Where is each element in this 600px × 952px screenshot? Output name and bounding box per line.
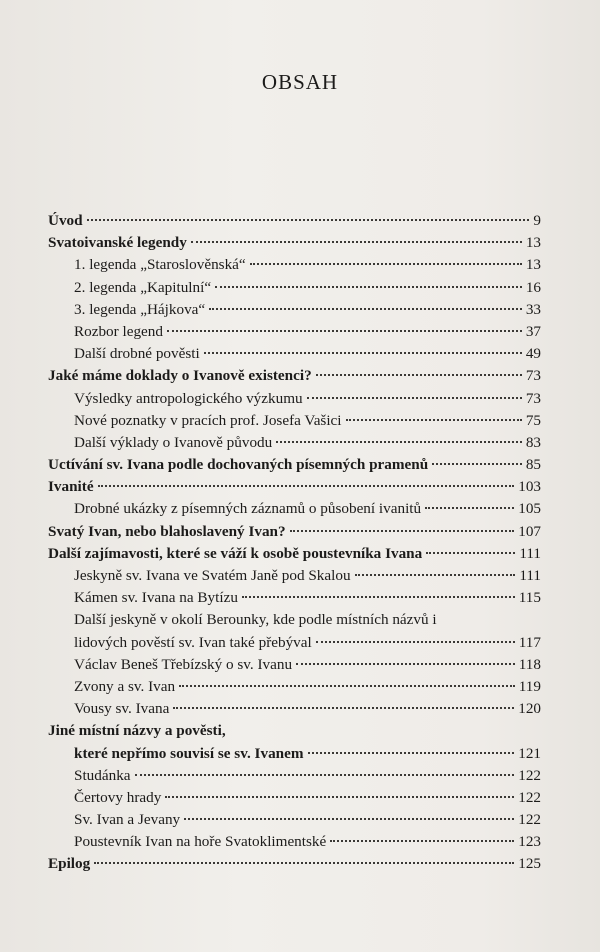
toc-entry[interactable] [48, 521, 541, 543]
toc-entry-label: Ivanité [48, 478, 94, 496]
leader-dots [242, 595, 515, 598]
toc-page-number: 111 [519, 567, 541, 584]
leader-dots [290, 529, 515, 532]
toc-entry-label: Jaké máme doklady o Ivanově existenci? [48, 367, 312, 385]
toc-page-number: 123 [518, 833, 541, 851]
leader-dots [330, 839, 514, 842]
toc-entry[interactable] [48, 809, 541, 831]
toc-entry-label: Další výklady o Ivanově původu [74, 433, 273, 451]
toc-entry[interactable] [48, 454, 541, 476]
toc-page-number: 119 [518, 677, 541, 695]
leader-dots [165, 795, 514, 798]
leader-dots [316, 640, 515, 643]
toc-entry[interactable] [48, 432, 541, 454]
toc-entry[interactable] [48, 476, 541, 498]
leader-dots [432, 462, 522, 465]
toc-entry[interactable] [48, 321, 541, 343]
toc-entry[interactable] [48, 698, 541, 720]
toc-entry[interactable] [48, 232, 541, 254]
toc-page-number: 103 [518, 478, 541, 496]
page-title: OBSAH [261, 70, 339, 94]
toc-page-number: 115 [518, 589, 541, 607]
leader-dots [135, 773, 515, 776]
toc-entry[interactable] [48, 787, 541, 809]
toc-entry[interactable] [48, 632, 541, 654]
toc-entry-label: Svatoivanské legendy [48, 234, 187, 252]
toc-entry[interactable] [48, 676, 541, 698]
toc-entry[interactable] [48, 543, 541, 565]
toc-entry-label: lidových pověstí sv. Ivan také přebýval [74, 633, 312, 651]
toc-page-number: 111 [519, 544, 541, 562]
leader-dots [316, 373, 522, 376]
toc-entry-label: Epilog [48, 855, 91, 873]
toc-entry-label: Úvod [48, 212, 83, 229]
toc-page-number: 107 [518, 522, 541, 540]
toc-entry-label: Václav Beneš Třebízský o sv. Ivanu [74, 655, 293, 673]
toc-entry-label: Další jeskyně v okolí Berounky, kde podle místních názvů i [74, 611, 437, 629]
toc-entry-label: Nové poznatky v pracích prof. Josefa Vašici [74, 411, 342, 429]
leader-dots [296, 662, 515, 665]
toc-page-number: 117 [518, 633, 541, 651]
toc-entry-label: Poustevník Ivan na hoře Svatoklimentské [74, 833, 327, 851]
leader-dots [179, 684, 515, 687]
toc-entry-label: Uctívání sv. Ivana podle dochovaných písemných pramenů [48, 456, 429, 474]
toc-entry-line [48, 720, 541, 742]
toc-entry-label: Jeskyně sv. Ivana ve Svatém Janě pod Skalou [74, 567, 351, 584]
leader-dots [167, 329, 522, 332]
toc-entry-label: 3. legenda „Hájkova“ [74, 300, 206, 318]
toc-entry-label: Drobné ukázky z písemných záznamů o působení ivanitů [74, 500, 422, 518]
toc-entry-label: Svatý Ivan, nebo blahoslavený Ivan? [48, 522, 286, 540]
toc-page-number: 83 [525, 433, 541, 451]
toc-page-number: 49 [525, 345, 541, 363]
toc-page-number: 120 [518, 700, 541, 718]
leader-dots [209, 307, 522, 310]
toc-entry-label: Výsledky antropologického výzkumu [74, 389, 303, 407]
toc-entry[interactable] [48, 765, 541, 787]
leader-dots [94, 861, 514, 864]
toc-entry[interactable] [48, 277, 541, 299]
leader-dots [215, 285, 522, 288]
toc-entry[interactable] [48, 210, 541, 232]
leader-dots [355, 573, 516, 576]
toc-entry-label: Další zajímavosti, které se váží k osobě poustevníka Ivana [48, 544, 423, 562]
toc-page-number: 16 [525, 278, 541, 296]
toc-page-number: 122 [518, 766, 541, 784]
toc-page-number: 122 [518, 811, 541, 829]
toc-page-number: 13 [525, 256, 541, 274]
toc-entry-label: 2. legenda „Kapitulní“ [74, 278, 212, 296]
leader-dots [87, 218, 530, 221]
toc-entry[interactable] [48, 654, 541, 676]
leader-dots [426, 551, 515, 554]
toc-entry[interactable] [48, 365, 541, 387]
toc-page-number: 37 [525, 322, 541, 340]
leader-dots [250, 262, 522, 265]
toc-entry[interactable] [48, 299, 541, 321]
toc-page-number: 121 [518, 744, 541, 762]
leader-dots [184, 817, 514, 820]
toc-page-number: 125 [518, 855, 541, 873]
toc-entry[interactable] [48, 343, 541, 365]
leader-dots [425, 506, 514, 509]
toc-entry-label: Vousy sv. Ivana [74, 700, 170, 718]
toc-entry-label: které nepřímo souvisí se sv. Ivanem [74, 744, 304, 762]
toc-entry[interactable] [48, 587, 541, 609]
toc-page-number: 73 [525, 367, 541, 385]
toc-entry-label: Čertovy hrady [74, 788, 162, 806]
leader-dots [308, 751, 515, 754]
leader-dots [276, 440, 522, 443]
toc-entry-label: 1. legenda „Staroslověnská“ [74, 256, 246, 274]
leader-dots [191, 240, 522, 243]
toc-entry-label: Další drobné pověsti [74, 345, 200, 363]
toc-entry[interactable] [48, 743, 541, 765]
toc-page-number: 85 [525, 456, 541, 474]
toc-entry-label: Studánka [74, 766, 131, 784]
leader-dots [204, 351, 522, 354]
toc-page-number: 13 [525, 234, 541, 252]
toc-entry[interactable] [48, 410, 541, 432]
toc-entry-line [48, 609, 541, 631]
leader-dots [98, 484, 515, 487]
toc-entry[interactable] [48, 388, 541, 410]
toc-entry-label: Kámen sv. Ivana na Bytízu [74, 589, 238, 607]
toc-entry[interactable] [48, 831, 541, 853]
leader-dots [173, 706, 514, 709]
table-of-contents [48, 210, 541, 876]
toc-page-number: 73 [525, 389, 541, 407]
toc-entry-label: Zvony a sv. Ivan [74, 677, 176, 695]
toc-entry-label: Sv. Ivan a Jevany [74, 811, 181, 829]
toc-page-number: 33 [525, 300, 541, 318]
toc-entry-label: Jiné místní názvy a pověsti, [48, 722, 226, 740]
toc-entry-label: Rozbor legend [74, 322, 163, 340]
toc-page-number: 9 [533, 212, 541, 229]
toc-entry[interactable] [48, 853, 541, 875]
toc-page-number: 75 [525, 411, 541, 429]
toc-entry[interactable] [48, 565, 541, 587]
toc-entry[interactable] [48, 254, 541, 276]
leader-dots [346, 418, 522, 421]
leader-dots [307, 396, 522, 399]
toc-page-number: 105 [518, 500, 541, 518]
toc-page-number: 122 [518, 788, 541, 806]
toc-entry[interactable] [48, 498, 541, 520]
toc-page-number: 118 [518, 655, 541, 673]
